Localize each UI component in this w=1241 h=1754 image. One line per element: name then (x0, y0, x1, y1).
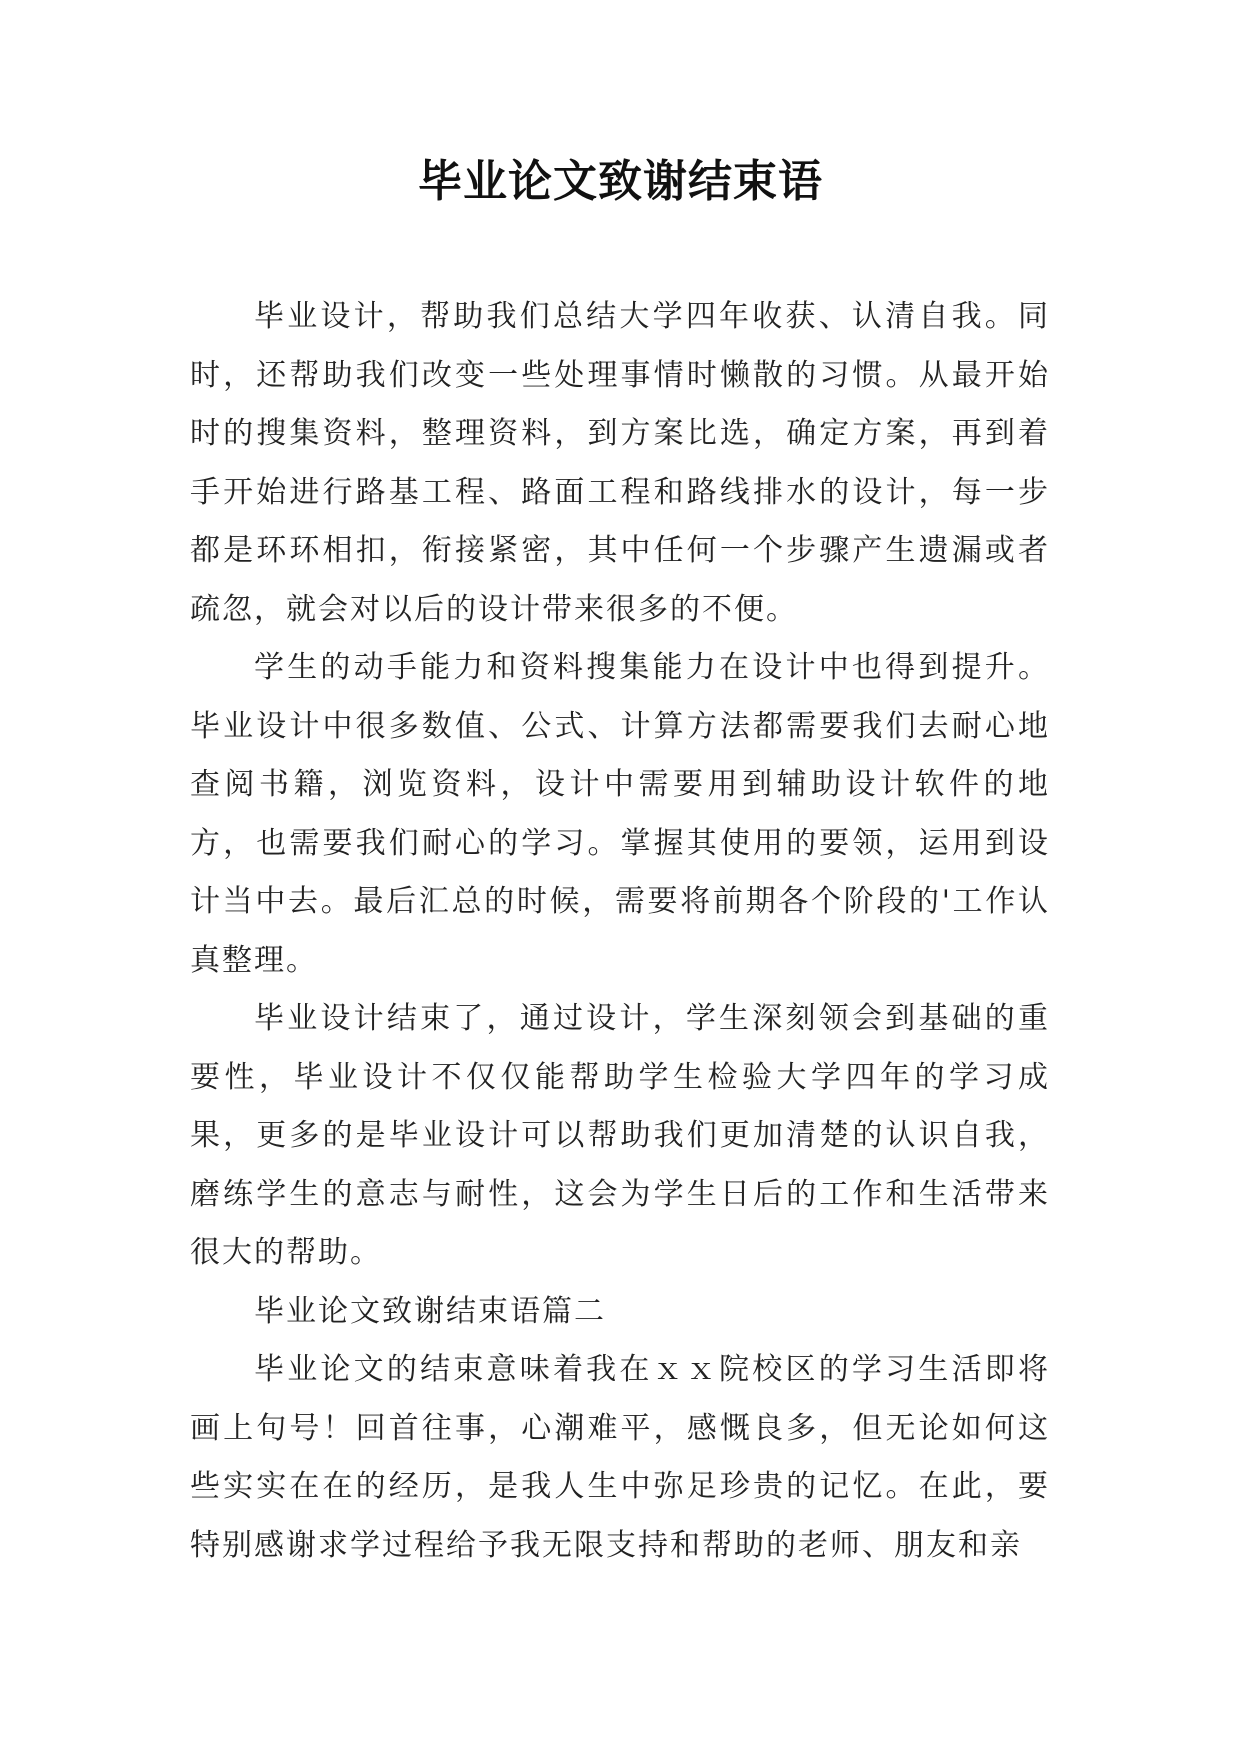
paragraph-2: 学生的动手能力和资料搜集能力在设计中也得到提升。毕业设计中很多数值、公式、计算方法都需要我们去耐心地查阅书籍，浏览资料，设计中需要用到辅助设计软件的地方，也需要我们耐心的学习。掌握其使用的要领，运用到设计当中去。最后汇总的时候，需要将前期各个阶段的'工作认真整理。 (190, 650, 1050, 978)
document-body (190, 288, 1050, 1575)
paragraph-3: 毕业设计结束了，通过设计，学生深刻领会到基础的重要性，毕业设计不仅仅能帮助学生检验大学四年的学习成果，更多的是毕业设计可以帮助我们更加清楚的认识自我，磨练学生的意志与耐性，这会为学生日后的工作和生活带来很大的帮助。 (190, 1001, 1050, 1270)
section-heading: 毕业论文致谢结束语篇二 (254, 1293, 606, 1329)
paragraph-1: 毕业设计，帮助我们总结大学四年收获、认清自我。同时，还帮助我们改变一些处理事情时懒散的习惯。从最开始时的搜集资料，整理资料，到方案比选，确定方案，再到着手开始进行路基工程、路面工程和路线排水的设计，每一步都是环环相扣，衔接紧密，其中任何一个步骤产生遗漏或者疏忽，就会对以后的设计带来很多的不便。 (190, 299, 1050, 627)
paragraph-4: 毕业论文的结束意味着我在ｘｘ院校区的学习生活即将画上句号！回首往事，心潮难平，感慨良多，但无论如何这些实实在在的经历，是我人生中弥足珍贵的记忆。在此，要特别感谢求学过程给予我无限支持和帮助的老师、朋友和亲 (190, 1352, 1050, 1563)
document-title: 毕业论文致谢结束语 (418, 156, 823, 207)
